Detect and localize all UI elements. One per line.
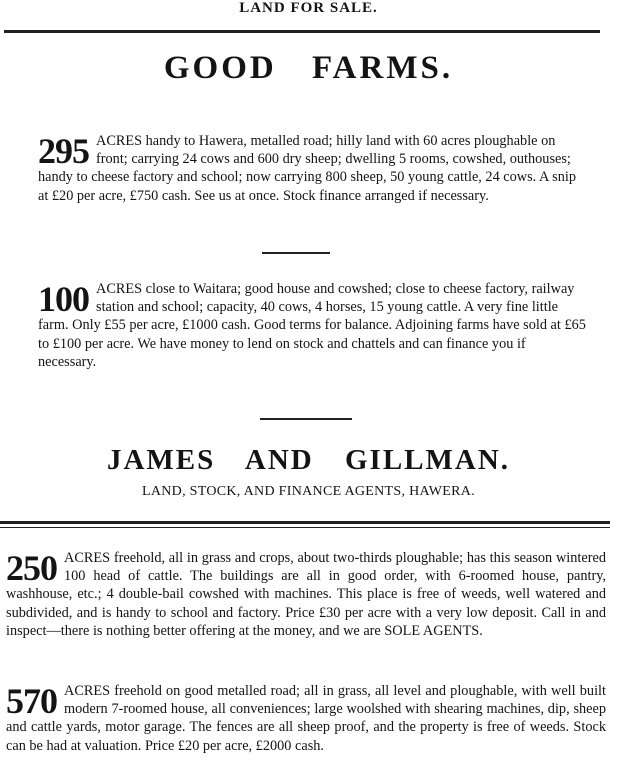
agent-name: JAMES AND GILLMAN. [106, 444, 511, 476]
divider [262, 252, 330, 254]
acreage: 250 [6, 548, 57, 588]
acreage: 100 [38, 279, 89, 319]
listing-250-acres [6, 549, 606, 640]
acreage: 295 [38, 131, 89, 171]
listing-570-acres [6, 682, 606, 755]
listing-text: ACRES close to Waitara; good house and cowshed; close to cheese factory, railway station and school; capacity, 40 cows, 4 horses, 15 young cattle. A very fine little farm. Only £55 per acre, £1000 cash. Good terms for balance. Adjoining farms have sold at £65 to £100 per acre. We have money to lend on stock and chattels and can finance you if necessary. [38, 281, 586, 370]
listing-text: ACRES handy to Hawera, metalled road; hilly land with 60 acres ploughable on front; carrying 24 cows and 600 dry sheep; dwelling 5 rooms, cowshed, outhouses; handy to cheese factory and school; now carrying 800 sheep, 50 young cattle, 24 cows. A snip at £20 per acre, £750 cash. See us at once. Stock finance arranged if necessary. [38, 133, 576, 204]
listing-text: ACRES freehold on good metalled road; all in grass, all level and ploughable, with well built modern 7-roomed house, all conveniences; large woolshed with shearing machines, dip, sheep and cattle yards, motor garage. The fences are all sheep proof, and the property is free of weeds. Stock can be had at valuation. Price £20 per acre, £2000 cash. [6, 683, 606, 754]
section-rule [0, 521, 610, 524]
listing-text: ACRES freehold, all in grass and crops, about two-thirds ploughable; has this season wintered 100 head of cattle. The buildings are all in good order, with 6-roomed house, pantry, washhouse, etc.; 4 double-bail cowshed with machines. This place is free of weeds, well watered and subdivided, and is handy to school and factory. Price £30 per acre with a very low deposit. Call in and inspect—there is nothing better offering at the money, and we are SOLE AGENTS. [6, 550, 606, 639]
section-header: LAND FOR SALE. [239, 0, 378, 16]
listing-100-acres [38, 280, 586, 371]
page-title: GOOD FARMS. [163, 50, 454, 86]
section-rule-thin [0, 527, 610, 528]
divider [260, 418, 352, 420]
acreage: 570 [6, 681, 57, 721]
listing-295-acres [38, 132, 586, 205]
agent-subtitle: LAND, STOCK, AND FINANCE AGENTS, HAWERA. [141, 484, 475, 499]
header-rule [4, 30, 600, 33]
